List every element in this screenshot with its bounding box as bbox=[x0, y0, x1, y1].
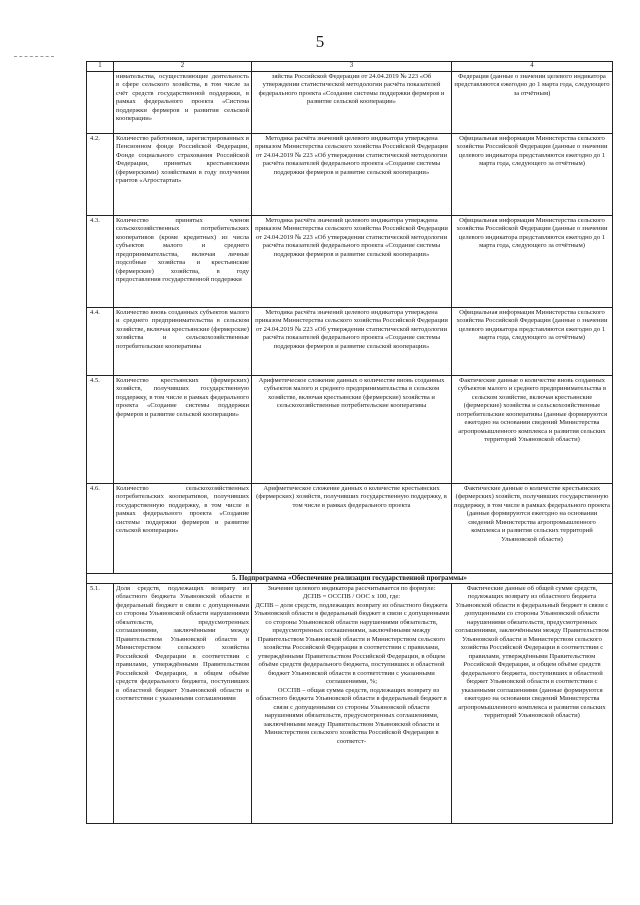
data-source: Федерация (данные о значении целевого индикатора представляются ежегодно до 1 марта года, следующего за отчётным) bbox=[452, 71, 613, 133]
row-number: 5.1. bbox=[87, 583, 114, 823]
data-source: Официальная информация Министерства сельского хозяйства Российской Федерации (данные о значении целевого индикатора представляются ежегодно до 1 марта года, следующего за отчётным) bbox=[452, 133, 613, 215]
table-header-row bbox=[87, 62, 613, 72]
scan-mark bbox=[14, 56, 54, 60]
calculation-method: зяйства Российской Федерации от 24.04.2019 № 223 «Об утверждении статистической методологии расчёта показателей федерального проекта «Создание системы поддержки фермеров и развитие сельской кооперации» bbox=[252, 71, 452, 133]
section-row bbox=[87, 573, 613, 583]
table-row bbox=[87, 71, 613, 133]
table-row bbox=[87, 215, 613, 307]
table-row bbox=[87, 583, 613, 823]
calculation-method: Арифметическое сложение данных о количестве вновь созданных субъектов малого и среднего предпринимательства в сельском хозяйстве, включая крестьянские (фермерские) хозяйства и сельскохозяйственные потребительские кооперативы bbox=[252, 375, 452, 483]
indicator-name: нимательства, осуществляющие деятельность в сфере сельского хозяйства, в том числе за счёт средств государственной поддержки, в рамках федерального проекта «Система поддержки фермеров и развития сельской кооперации» bbox=[114, 71, 252, 133]
row-number bbox=[87, 71, 114, 133]
calculation-method: Методика расчёта значений целевого индикатора утверждена приказом Министерства сельского хозяйства Российской Федерации от 24.04.2019 № 223 «Об утверждении статистической методологии расчёта показателей федерального проекта «Создание системы поддержки фермеров и развитие сельской кооперации» bbox=[252, 307, 452, 375]
indicator-name: Доля средств, подлежащих возврату из областного бюджета Ульяновской области в федеральный бюджет в связи с допущенными со стороны Ульяновской области нарушениями обязательств, предусмотренных соглашениями, заключёнными между Правительством Ульяновской области и Министерством сельского хозяйства Российской Федерации в соответствии с правилами, утверждёнными Правительством Российской Федерации, в общем объёме средств федерального бюджета, поступивших в областной бюджет Ульяновской области в соответствии с указанными соглашениями bbox=[114, 583, 252, 823]
data-source: Официальная информация Министерства сельского хозяйства Российской Федерации (данные о значении целевого индикатора представляются ежегодно до 1 марта года, следующего за отчётным) bbox=[452, 215, 613, 307]
calculation-method: Методика расчёта значений целевого индикатора утверждена приказом Министерства сельского хозяйства Российской Федерации от 24.04.2019 № 223 «Об утверждении статистической методологии расчёта показателей федерального проекта «Создание системы поддержки фермеров и развитие сельской кооперации» bbox=[252, 215, 452, 307]
header-cell: 2 bbox=[114, 62, 252, 72]
formula: ДСПВ = ОССПВ / ООС x 100, где: bbox=[302, 593, 401, 600]
formula-intro: Значение целевого индикатора рассчитывается по формуле: bbox=[267, 584, 436, 592]
data-source: Фактические данные об общей сумме средств, подлежащих возврату из областного бюджета Ульяновской области в федеральный бюджет в связи с допущенными со стороны Ульяновской области нарушениями обязательств, предусмотренных соглашениями, заключёнными между Правительством Ульяновской области и Министерством сельского хозяйства Российской Федерации в соответствии с правилами, утверждёнными Правительством Российской Федерации, и общем объёме средств федерального бюджета, поступивших в областной бюджет Ульяновской области в соответствии с указанными соглашениями (данные формируются ежегодно на основании сведений Министерства агропромышленного комплекса и развития сельских территорий Ульяновской области) bbox=[452, 583, 613, 823]
formula-definition: ДСПВ – доля средств, подлежащих возврату из областного бюджета Ульяновской области в федеральный бюджет в связи с допущенными со стороны Ульяновской области нарушениями обязательств, предусмотренных соглашениями, заключёнными между Правительством Ульяновской области и Министерством сельского хозяйства Российской Федерации в соответствии с правилами, утверждёнными Правительством Российской Федерации, в общем объёме средств федерального бюджета, поступивших в областной бюджет Ульяновской области в соответствии с указанными соглашениями, %; bbox=[254, 601, 449, 685]
indicator-table bbox=[86, 61, 613, 824]
header-cell: 4 bbox=[452, 62, 613, 72]
row-number: 4.4. bbox=[87, 307, 114, 375]
table-row bbox=[87, 307, 613, 375]
formula-definition: ОССПВ – общая сумма средств, подлежащих возврату из областного бюджета Ульяновской области в федеральный бюджет в связи с допущенными со стороны Ульяновской области нарушениями обязательств, предусмотренных соглашениями, заключёнными между Правительством Ульяновской области и Министерством сельского хозяйства Российской Федерации в соответст- bbox=[256, 686, 447, 745]
calculation-method bbox=[252, 583, 452, 823]
data-source: Официальная информация Министерства сельского хозяйства Российской Федерации (данные о значении целевого индикатора представляются ежегодно до 1 марта года, следующего за отчётным) bbox=[452, 307, 613, 375]
row-number: 4.2. bbox=[87, 133, 114, 215]
indicator-name: Количество работников, зарегистрированных в Пенсионном фонде Российской Федерации, Фонде социального страхования Российской Федерации, принятых крестьянскими (фермерскими) хозяйствами в году получения грантов «Агростартап» bbox=[114, 133, 252, 215]
table-row bbox=[87, 375, 613, 483]
calculation-method: Арифметическое сложение данных о количестве крестьянских (фермерских) хозяйств, получивших государственную поддержку, в том числе в рамках федерального проекта bbox=[252, 483, 452, 573]
table-row bbox=[87, 133, 613, 215]
indicator-name: Количество сельскохозяйственных потребительских кооперативов, получивших государственную поддержку, в том числе в рамках федерального проекта «Создание системы поддержки фермеров и развитие сельской кооперации» bbox=[114, 483, 252, 573]
calculation-method: Методика расчёта значений целевого индикатора утверждена приказом Министерства сельского хозяйства Российской Федерации от 24.04.2019 № 223 «Об утверждении статистической методологии расчёта показателей федерального проекта «Создание системы поддержки фермеров и развитие сельской кооперации» bbox=[252, 133, 452, 215]
row-number: 4.3. bbox=[87, 215, 114, 307]
data-source: Фактические данные о количестве вновь созданных субъектов малого и среднего предпринимательства в сельском хозяйстве, включая крестьянские (фермерские) хозяйства и сельскохозяйственные потребительские кооперативы (данные формируются ежегодно на основании сведений Министерства агропромышленного комплекса и развития сельских территорий Ульяновской области) bbox=[452, 375, 613, 483]
table-row bbox=[87, 483, 613, 573]
indicator-name: Количество принятых членов сельскохозяйственных потребительских кооперативов (кроме кредитных) из числа субъектов малого и среднего предпринимательства, включая личные подсобные хозяйства и крестьянские (фермерские) хозяйства, в году предоставления государственной поддержки bbox=[114, 215, 252, 307]
data-source: Фактические данные о количестве крестьянских (фермерских) хозяйств, получивших государственную поддержку, в том числе в рамках федерального проекта (данные формируются ежегодно на основании сведений Министерства агропромышленного комплекса и развития сельских территорий Ульяновской области) bbox=[452, 483, 613, 573]
indicator-name: Количество вновь созданных субъектов малого и среднего предпринимательства в сельском хозяйстве, включая крестьянские (фермерские) хозяйства и сельскохозяйственные потребительские кооперативы bbox=[114, 307, 252, 375]
section-title: 5. Подпрограмма «Обеспечение реализации государственной программы» bbox=[87, 573, 613, 583]
indicator-name: Количество крестьянских (фермерских) хозяйств, получивших государственную поддержку, в том числе в рамках федерального проекта «Создание системы поддержки фермеров и развитие сельской кооперации» bbox=[114, 375, 252, 483]
page-number: 5 bbox=[315, 32, 325, 51]
header-cell: 1 bbox=[87, 62, 114, 72]
row-number: 4.6. bbox=[87, 483, 114, 573]
row-number: 4.5. bbox=[87, 375, 114, 483]
header-cell: 3 bbox=[252, 62, 452, 72]
